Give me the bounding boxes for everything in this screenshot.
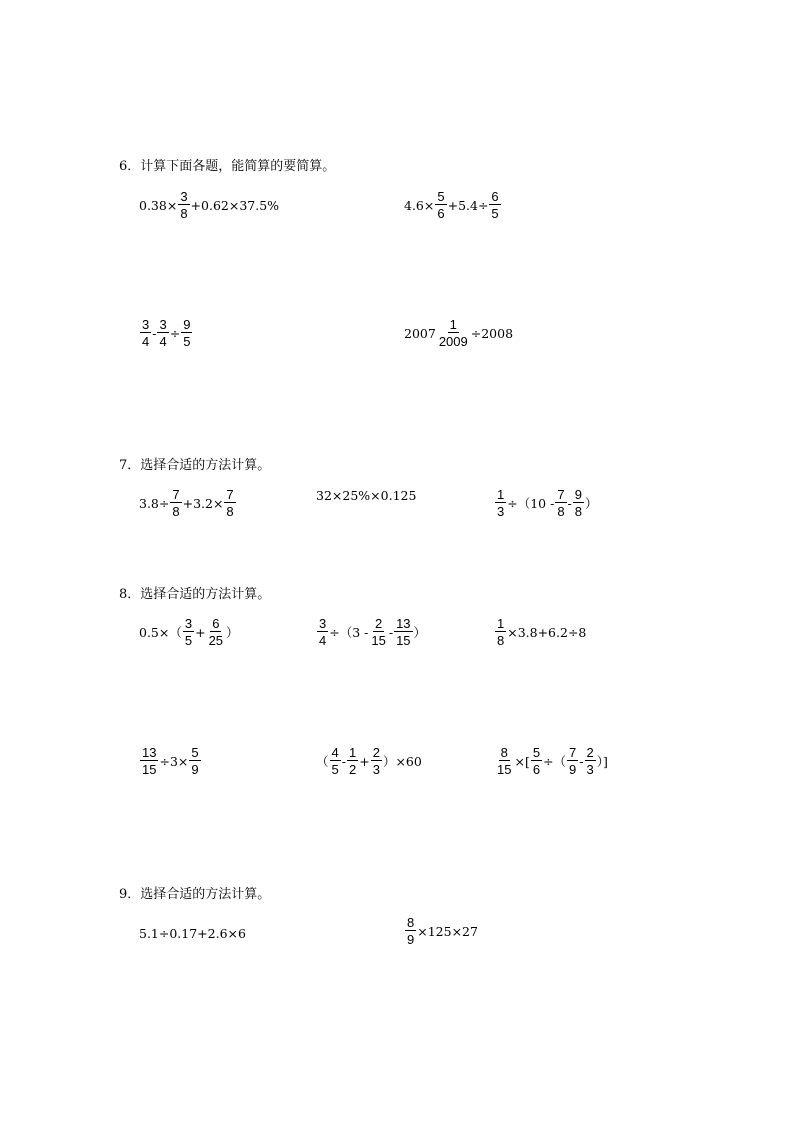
- fraction: [224, 488, 235, 518]
- fraction: [347, 746, 358, 776]
- fraction: [140, 318, 151, 348]
- denominator: 5: [491, 206, 499, 221]
- denominator: 9: [569, 762, 577, 777]
- problem-8-3: [494, 617, 586, 647]
- numerator: 3: [319, 616, 327, 631]
- numerator: 13: [142, 745, 157, 760]
- expr-text: （: [316, 754, 329, 769]
- denominator: 9: [407, 932, 415, 947]
- numerator: 1: [449, 317, 457, 332]
- denominator: 4: [319, 633, 327, 648]
- numerator: 5: [532, 745, 541, 760]
- fraction: [495, 746, 513, 776]
- problem-8-4: [139, 746, 202, 776]
- fraction: [567, 746, 578, 776]
- expr-text: ÷3×: [159, 753, 189, 769]
- denominator: 8: [574, 504, 583, 519]
- expr-text: ）×60: [382, 754, 422, 769]
- question-8-title: 8．选择合适的方法计算。: [119, 587, 271, 602]
- expr-text: -: [152, 325, 157, 341]
- expr-text: +0.62×37.5%: [190, 197, 280, 213]
- denominator: 8: [557, 504, 565, 519]
- expr-text: ）: [585, 496, 598, 511]
- expr-text: ÷（: [543, 754, 567, 769]
- denominator: 8: [172, 504, 180, 519]
- expr-text: 32×25%×0.125: [316, 488, 417, 503]
- numerator: 5: [191, 745, 199, 760]
- expr-text: 5.1÷0.17+2.6×6: [139, 926, 246, 941]
- denominator: 4: [159, 334, 167, 349]
- fraction: [178, 190, 189, 220]
- question-9-title: 9．选择合适的方法计算。: [119, 887, 271, 902]
- problem-8-1: [139, 617, 239, 647]
- expr-text: 4.6×: [404, 197, 435, 213]
- expr-text: ÷2008: [470, 325, 514, 341]
- denominator: 6: [437, 206, 445, 221]
- denominator: 3: [372, 762, 380, 777]
- problem-7-1: [139, 488, 237, 518]
- numerator: 3: [184, 616, 193, 631]
- numerator: 2: [372, 745, 380, 760]
- expr-text: 2007: [404, 325, 436, 341]
- problem-7-3: [494, 488, 598, 518]
- fraction: [555, 488, 566, 518]
- denominator: 8: [226, 504, 234, 519]
- problem-8-5: [316, 746, 422, 776]
- denominator: 15: [142, 762, 157, 777]
- question-6-title: 6．计算下面各题，能简算的要简算。: [119, 159, 336, 174]
- problem-8-6: [494, 746, 608, 776]
- fraction: [405, 916, 416, 946]
- expr-text: +3.2×: [182, 495, 224, 511]
- denominator: 3: [497, 504, 505, 519]
- numerator: 1: [497, 616, 505, 631]
- fraction: [495, 617, 506, 647]
- fraction: [317, 617, 328, 647]
- numerator: 7: [569, 745, 577, 760]
- expr-text: +: [195, 624, 206, 640]
- expr-text: ÷（3 -: [329, 625, 369, 640]
- fraction: [157, 318, 168, 348]
- expr-text: +: [359, 753, 370, 769]
- problem-9-2: [404, 916, 478, 946]
- expr-text: -: [388, 624, 394, 640]
- problem-6-3: [139, 318, 193, 348]
- fraction: [531, 746, 542, 776]
- fraction: [394, 617, 412, 647]
- numerator: 6: [212, 616, 220, 631]
- expr-text: -: [341, 753, 346, 769]
- expr-text: 0.38×: [139, 197, 178, 213]
- expr-text: ×125×27: [417, 923, 478, 939]
- fraction: [437, 318, 470, 348]
- expr-text: ×[: [514, 753, 530, 769]
- expr-text: -: [579, 753, 584, 769]
- numerator: 3: [159, 317, 167, 332]
- numerator: 8: [407, 915, 415, 930]
- problem-6-2: [404, 190, 502, 220]
- fraction: [189, 746, 200, 776]
- fraction: [183, 617, 194, 647]
- denominator: 8: [180, 206, 188, 221]
- numerator: 4: [331, 745, 339, 760]
- numerator: 3: [142, 317, 150, 332]
- denominator: 15: [371, 633, 386, 648]
- problem-9-1: [139, 926, 246, 941]
- question-7-title: 7．选择合适的方法计算。: [119, 458, 271, 473]
- fraction: [330, 746, 341, 776]
- expr-text: -: [567, 495, 572, 511]
- expr-text: ÷: [169, 325, 181, 341]
- numerator: 2: [586, 745, 594, 760]
- expr-text: 3.8÷: [139, 495, 170, 511]
- denominator: 5: [184, 633, 193, 648]
- numerator: 8: [500, 745, 508, 760]
- numerator: 1: [348, 745, 357, 760]
- numerator: 1: [497, 487, 505, 502]
- denominator: 5: [183, 334, 191, 349]
- numerator: 13: [396, 616, 411, 631]
- numerator: 7: [557, 487, 565, 502]
- numerator: 3: [180, 189, 188, 204]
- expr-text: ）]: [596, 754, 608, 769]
- expr-text: ）: [226, 625, 239, 640]
- expr-text: ）: [413, 625, 427, 640]
- expr-text: 0.5×（: [139, 625, 182, 640]
- expr-text: +5.4÷: [447, 197, 489, 213]
- numerator: 6: [491, 189, 499, 204]
- fraction: [369, 617, 387, 647]
- problem-6-1: [139, 190, 279, 220]
- fraction: [495, 488, 506, 518]
- denominator: 3: [586, 762, 594, 777]
- fraction: [170, 488, 181, 518]
- denominator: 15: [396, 633, 411, 648]
- numerator: 2: [374, 616, 383, 631]
- denominator: 2009: [438, 334, 468, 349]
- numerator: 9: [183, 317, 191, 332]
- numerator: 9: [574, 487, 583, 502]
- fraction: [371, 746, 382, 776]
- fraction: [435, 190, 446, 220]
- denominator: 4: [142, 334, 150, 349]
- expr-text: ×3.8+6.2÷8: [507, 624, 587, 640]
- fraction: [489, 190, 500, 220]
- numerator: 7: [172, 487, 180, 502]
- denominator: 5: [331, 762, 339, 777]
- denominator: 6: [532, 762, 541, 777]
- problem-8-2: [316, 617, 426, 647]
- fraction: [140, 746, 158, 776]
- numerator: 5: [437, 189, 445, 204]
- denominator: 9: [191, 762, 199, 777]
- fraction: [181, 318, 192, 348]
- fraction: [207, 617, 225, 647]
- fraction: [585, 746, 596, 776]
- fraction: [573, 488, 584, 518]
- problem-6-4: [404, 318, 513, 348]
- problem-7-2: [316, 488, 416, 503]
- denominator: 2: [348, 762, 357, 777]
- numerator: 7: [226, 487, 234, 502]
- denominator: 25: [208, 633, 224, 648]
- denominator: 8: [497, 633, 505, 648]
- expr-text: ÷（10 -: [507, 496, 555, 511]
- denominator: 15: [497, 762, 512, 777]
